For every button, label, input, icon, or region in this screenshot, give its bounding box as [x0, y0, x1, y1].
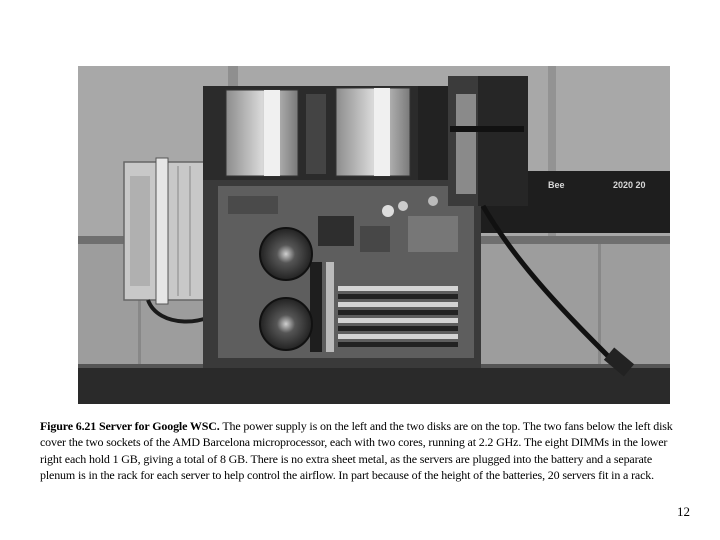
figure-caption [40, 418, 685, 484]
banner-text-left: Bee [548, 180, 565, 190]
figure-caption-text: The power supply is on the left and the two disks are on the top. The two fans below the left disk cover the two sockets of the AMD Barcelona microprocessor, each with two cores, running at 2.2 GHz. The eight DIMMs in the lower right each hold 1 GB, giving a total of 8 GB. There is no extra sheet metal, as the servers are plugged into the battery and a separate plenum is in the rack for each server to help control the airflow. In part because of the height of the batteries, 20 servers fit in a rack. [40, 419, 673, 483]
fan-top [260, 228, 312, 280]
power-supply [124, 158, 206, 304]
disk-left [226, 90, 298, 176]
battery-block [448, 76, 528, 206]
disk-right [336, 88, 410, 176]
figure-label: Figure 6.21 Server for Google WSC. [40, 419, 220, 433]
table [78, 366, 670, 404]
server-photo [78, 66, 670, 404]
banner-text-right: 2020 20 [613, 180, 646, 190]
motherboard [203, 178, 481, 368]
fan-bottom [260, 298, 312, 350]
page-number: 12 [677, 504, 690, 519]
